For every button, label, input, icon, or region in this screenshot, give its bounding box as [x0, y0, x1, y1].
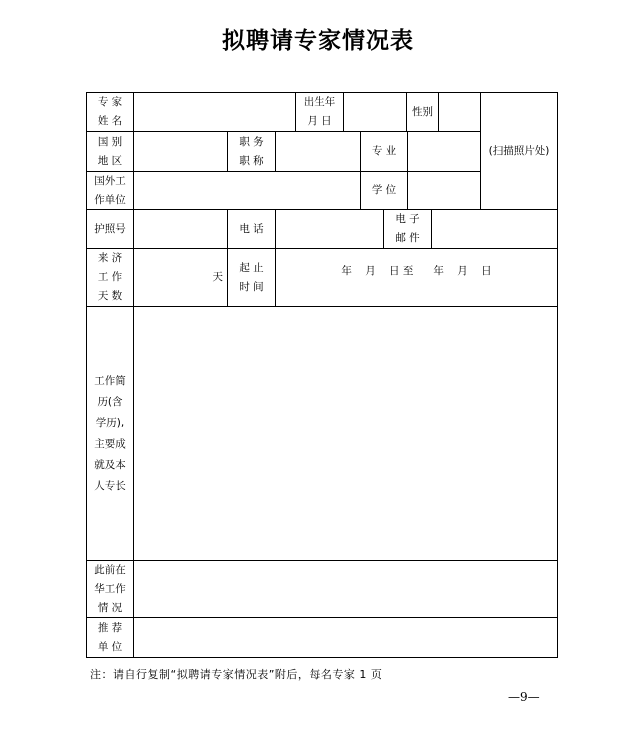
prior-work-field[interactable] [134, 561, 557, 617]
expert-info-form [86, 92, 558, 658]
position-label: 职 务 职 称 [239, 135, 264, 167]
resume-field[interactable] [134, 307, 557, 560]
major-label: 专 业 [371, 145, 397, 157]
birth-date-label: 出生年 月 日 [303, 96, 336, 127]
name-field[interactable] [134, 93, 295, 131]
work-days-field[interactable]: 天 [212, 271, 223, 283]
degree-label: 学 位 [371, 184, 397, 196]
prior-work-label: 此前在 华工作 情 况 [94, 563, 126, 614]
employer-label: 国外工 作单位 [94, 174, 126, 206]
position-field[interactable] [276, 132, 360, 171]
phone-field[interactable] [276, 210, 383, 248]
footnote: 注：请自行复制“拟聘请专家情况表”附后，每名专家 1 页 [90, 668, 383, 681]
gender-field[interactable] [439, 93, 480, 131]
work-days-label: 来 济 工 作 天 数 [97, 252, 123, 302]
passport-label: 护照号 [94, 222, 126, 235]
name-label: 专 家 姓 名 [97, 96, 123, 127]
email-field[interactable] [432, 210, 557, 248]
email-label: 电 子 邮 件 [395, 213, 420, 244]
degree-field[interactable] [408, 172, 480, 209]
gender-label: 性别 [412, 105, 433, 118]
page-title: 拟聘请专家情况表 [222, 27, 414, 54]
grid-line [86, 657, 558, 658]
period-label: 起 止 时 间 [239, 261, 264, 293]
birth-date-field[interactable] [344, 93, 406, 131]
major-field[interactable] [408, 132, 480, 171]
grid-line [557, 92, 558, 658]
recommender-field[interactable] [134, 618, 557, 657]
country-field[interactable] [134, 132, 227, 171]
employer-field[interactable] [134, 172, 360, 209]
phone-label: 电 话 [239, 222, 264, 235]
resume-label: 工作简 历(含 学历), 主要成 就及本 人专长 [94, 374, 126, 492]
recommender-label: 推 荐 单 位 [97, 621, 123, 653]
period-field[interactable]: 年 月 日 至 年 月 日 [341, 264, 492, 277]
passport-field[interactable] [134, 210, 227, 248]
photo-placeholder[interactable]: (扫描照片处) [488, 144, 550, 157]
page-number: —9— [508, 690, 540, 704]
country-label: 国 别 地 区 [97, 135, 123, 167]
